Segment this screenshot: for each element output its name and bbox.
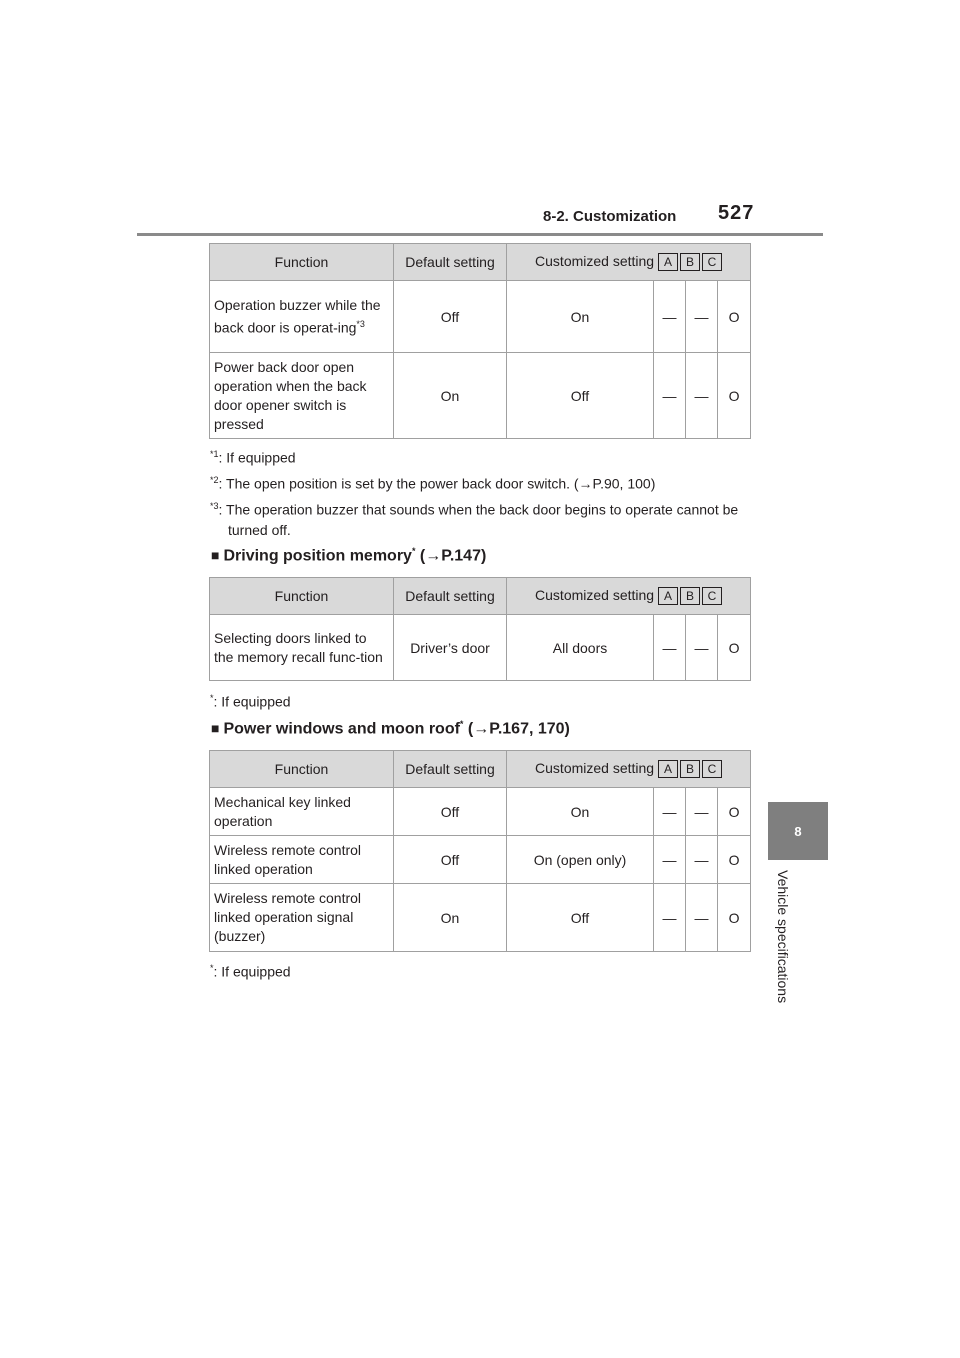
cell-c: O (718, 884, 751, 952)
cell-default: Off (394, 836, 507, 884)
cell-c: O (718, 281, 751, 353)
table-row (210, 281, 751, 353)
section-title: 8-2. Customization (543, 208, 677, 225)
page-number: 527 (718, 202, 755, 224)
cell-default: Off (394, 788, 507, 836)
footnote: *: If equipped (210, 693, 291, 710)
chapter-tab: 8 (768, 802, 828, 860)
cell-custom: On (507, 281, 654, 353)
cell-default: On (394, 884, 507, 952)
table-row (210, 353, 751, 439)
cell-function: Operation buzzer while the back door is operat-ing$^{*3}$ (210, 281, 394, 353)
cell-b: — (686, 836, 718, 884)
footnote: *: If equipped (210, 963, 291, 980)
cell-c: O (718, 836, 751, 884)
customization-table-memory (209, 577, 751, 681)
header-function: Function (210, 751, 394, 788)
cell-custom: On (open only) (507, 836, 654, 884)
cell-function: Mechanical key linked operation (210, 788, 394, 836)
header-rule (137, 233, 823, 236)
cell-function: Wireless remote control linked operation (210, 836, 394, 884)
table-header-row (210, 244, 751, 281)
customization-table-back-door (209, 243, 751, 439)
cell-custom: All doors (507, 615, 654, 681)
cell-custom: On (507, 788, 654, 836)
cell-c: O (718, 353, 751, 439)
cell-default: Off (394, 281, 507, 353)
chapter-label: Vehicle specifications (775, 870, 791, 1004)
footnote: $^{*1}$: If equipped (210, 449, 296, 466)
cell-b: — (686, 353, 718, 439)
cell-b: — (686, 615, 718, 681)
cell-c: O (718, 615, 751, 681)
cell-default: On (394, 353, 507, 439)
cell-c: O (718, 788, 751, 836)
cell-a: — (654, 836, 686, 884)
cell-function: Power back door open operation when the back door opener switch is pressed (210, 353, 394, 439)
table-row (210, 788, 751, 836)
cell-a: — (654, 788, 686, 836)
header-default: Default setting (394, 244, 507, 281)
table-row (210, 836, 751, 884)
cell-function: Selecting doors linked to the memory recall func-tion (210, 615, 394, 681)
header-default: Default setting (394, 578, 507, 615)
cell-b: — (686, 281, 718, 353)
cell-b: — (686, 884, 718, 952)
header-custom: Customized setting A B C (507, 244, 751, 281)
cell-custom: Off (507, 353, 654, 439)
cell-default: Driver’s door (394, 615, 507, 681)
header-function: Function (210, 578, 394, 615)
customization-table-windows (209, 750, 751, 952)
table-header-row (210, 578, 751, 615)
header-custom: Customized setting A B C (507, 578, 751, 615)
footnote: $^{*3}$: The operation buzzer that sounds when the back door begins to operate cannot be turned off. (210, 501, 739, 538)
cell-a: — (654, 281, 686, 353)
cell-b: — (686, 788, 718, 836)
header-default: Default setting (394, 751, 507, 788)
table-row (210, 615, 751, 681)
section-heading: ■ Driving position memory* (→P.147) (211, 546, 487, 565)
cell-custom: Off (507, 884, 654, 952)
footnote: $^{*2}$: The open position is set by the power back door switch. (→P.90, 100) (210, 475, 656, 492)
header-custom: Customized setting A B C (507, 751, 751, 788)
table-header-row (210, 751, 751, 788)
cell-function: Wireless remote control linked operation signal (buzzer) (210, 884, 394, 952)
cell-a: — (654, 884, 686, 952)
section-heading: ■ Power windows and moon roof* (→P.167, 170) (211, 719, 570, 738)
header-function: Function (210, 244, 394, 281)
cell-a: — (654, 353, 686, 439)
cell-a: — (654, 615, 686, 681)
table-row (210, 884, 751, 952)
